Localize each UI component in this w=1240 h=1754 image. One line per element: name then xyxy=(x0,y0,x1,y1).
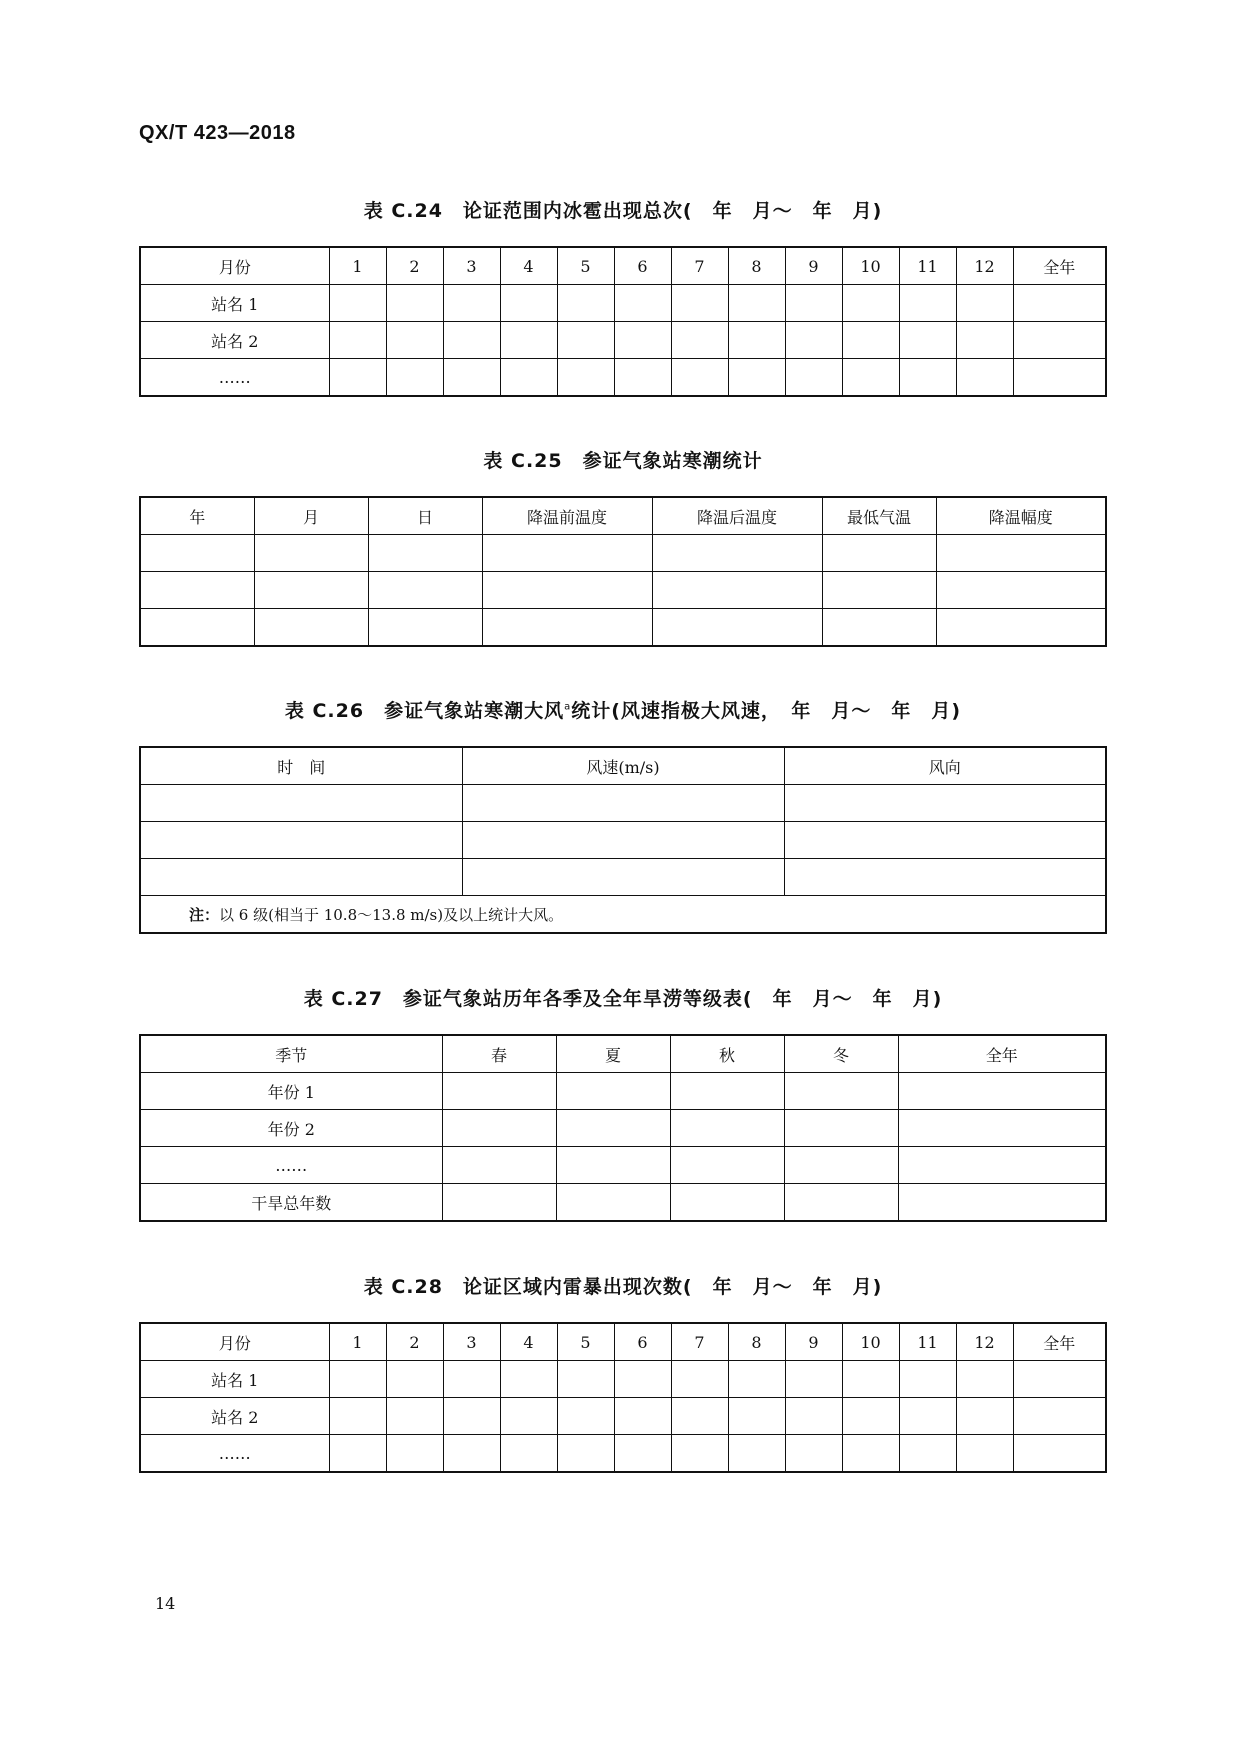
row-label: …… xyxy=(140,1435,329,1473)
table-c24 xyxy=(139,246,1107,397)
header-cell: 7 xyxy=(671,247,728,285)
table-header-row xyxy=(140,747,1106,785)
header-cell: 冬 xyxy=(784,1035,898,1073)
table-row xyxy=(140,572,1106,609)
header-cell: 11 xyxy=(899,1323,956,1361)
header-cell: 8 xyxy=(728,247,785,285)
table-c26 xyxy=(139,746,1107,934)
table-header-row xyxy=(140,1035,1106,1073)
table-row xyxy=(140,822,1106,859)
table-row xyxy=(140,535,1106,572)
row-label: 站名 2 xyxy=(140,322,329,359)
row-label: 站名 2 xyxy=(140,1398,329,1435)
note-text: 以 6 级(相当于 10.8～13.8 m/s)及以上统计大风。 xyxy=(219,905,564,924)
header-cell: 月份 xyxy=(140,1323,329,1361)
table-c25 xyxy=(139,496,1107,647)
table-row xyxy=(140,785,1106,822)
header-cell: 10 xyxy=(842,1323,899,1361)
table-row xyxy=(140,859,1106,896)
table-c26-caption xyxy=(139,696,1107,723)
header-cell: 6 xyxy=(614,247,671,285)
header-cell: 最低气温 xyxy=(822,497,936,535)
note-label: 注： xyxy=(189,905,220,924)
header-cell: 降温前温度 xyxy=(482,497,652,535)
header-cell: 降温后温度 xyxy=(652,497,822,535)
header-cell: 风向 xyxy=(784,747,1106,785)
header-cell: 3 xyxy=(443,247,500,285)
table-c28 xyxy=(139,1322,1107,1473)
header-cell: 4 xyxy=(500,247,557,285)
header-cell: 日 xyxy=(368,497,482,535)
header-cell: 年 xyxy=(140,497,254,535)
row-label: 站名 1 xyxy=(140,285,329,322)
table-row xyxy=(140,1361,1106,1398)
header-cell: 3 xyxy=(443,1323,500,1361)
header-cell: 5 xyxy=(557,1323,614,1361)
table-c28-caption: 表 C.28 论证区域内雷暴出现次数( 年 月～ 年 月) xyxy=(363,1276,883,1298)
table-row xyxy=(140,1435,1106,1473)
table-row xyxy=(140,322,1106,359)
table-c27 xyxy=(139,1034,1107,1222)
caption-main: 表 C.26 参证气象站寒潮大风 xyxy=(284,700,565,722)
table-row xyxy=(140,1073,1106,1110)
header-cell: 时 间 xyxy=(140,747,462,785)
header-cell: 月份 xyxy=(140,247,329,285)
header-cell: 全年 xyxy=(1013,247,1106,285)
header-cell: 9 xyxy=(785,247,842,285)
row-label: 年份 2 xyxy=(140,1110,442,1147)
header-cell: 秋 xyxy=(670,1035,784,1073)
table-row xyxy=(140,609,1106,647)
header-cell: 8 xyxy=(728,1323,785,1361)
header-cell: 6 xyxy=(614,1323,671,1361)
header-cell: 11 xyxy=(899,247,956,285)
row-label: 站名 1 xyxy=(140,1361,329,1398)
page-number: 14 xyxy=(155,1594,176,1613)
header-cell: 9 xyxy=(785,1323,842,1361)
header-cell: 4 xyxy=(500,1323,557,1361)
table-row xyxy=(140,1184,1106,1222)
header-cell: 5 xyxy=(557,247,614,285)
table-note xyxy=(140,896,1106,934)
header-cell: 12 xyxy=(956,247,1013,285)
header-cell: 2 xyxy=(386,247,443,285)
table-header-row xyxy=(140,1323,1106,1361)
table-row xyxy=(140,285,1106,322)
document-code: QX/T 423—2018 xyxy=(139,122,296,144)
header-cell: 风速(m/s) xyxy=(462,747,784,785)
row-label: …… xyxy=(140,1147,442,1184)
header-cell: 1 xyxy=(329,247,386,285)
table-row xyxy=(140,1147,1106,1184)
footnote-marker: a xyxy=(564,701,572,713)
header-cell: 春 xyxy=(442,1035,556,1073)
row-label: …… xyxy=(140,359,329,397)
header-cell: 全年 xyxy=(1013,1323,1106,1361)
table-c24-caption: 表 C.24 论证范围内冰雹出现总次( 年 月～ 年 月) xyxy=(363,200,883,222)
row-label: 年份 1 xyxy=(140,1073,442,1110)
table-row xyxy=(140,359,1106,397)
header-cell: 降温幅度 xyxy=(936,497,1106,535)
table-header-row xyxy=(140,247,1106,285)
table-c27-caption: 表 C.27 参证气象站历年各季及全年旱涝等级表( 年 月～ 年 月) xyxy=(303,988,943,1010)
header-cell: 1 xyxy=(329,1323,386,1361)
table-row xyxy=(140,1398,1106,1435)
table-row xyxy=(140,1110,1106,1147)
table-note-row xyxy=(140,896,1106,934)
header-cell: 月 xyxy=(254,497,368,535)
header-cell: 12 xyxy=(956,1323,1013,1361)
header-cell: 夏 xyxy=(556,1035,670,1073)
header-cell: 2 xyxy=(386,1323,443,1361)
header-cell: 季节 xyxy=(140,1035,442,1073)
header-cell: 7 xyxy=(671,1323,728,1361)
table-c25-caption: 表 C.25 参证气象站寒潮统计 xyxy=(483,450,763,472)
row-label: 干旱总年数 xyxy=(140,1184,442,1222)
header-cell: 10 xyxy=(842,247,899,285)
table-header-row xyxy=(140,497,1106,535)
header-cell: 全年 xyxy=(898,1035,1106,1073)
caption-tail: 统计(风速指极大风速， 年 月～ 年 月) xyxy=(571,700,962,722)
